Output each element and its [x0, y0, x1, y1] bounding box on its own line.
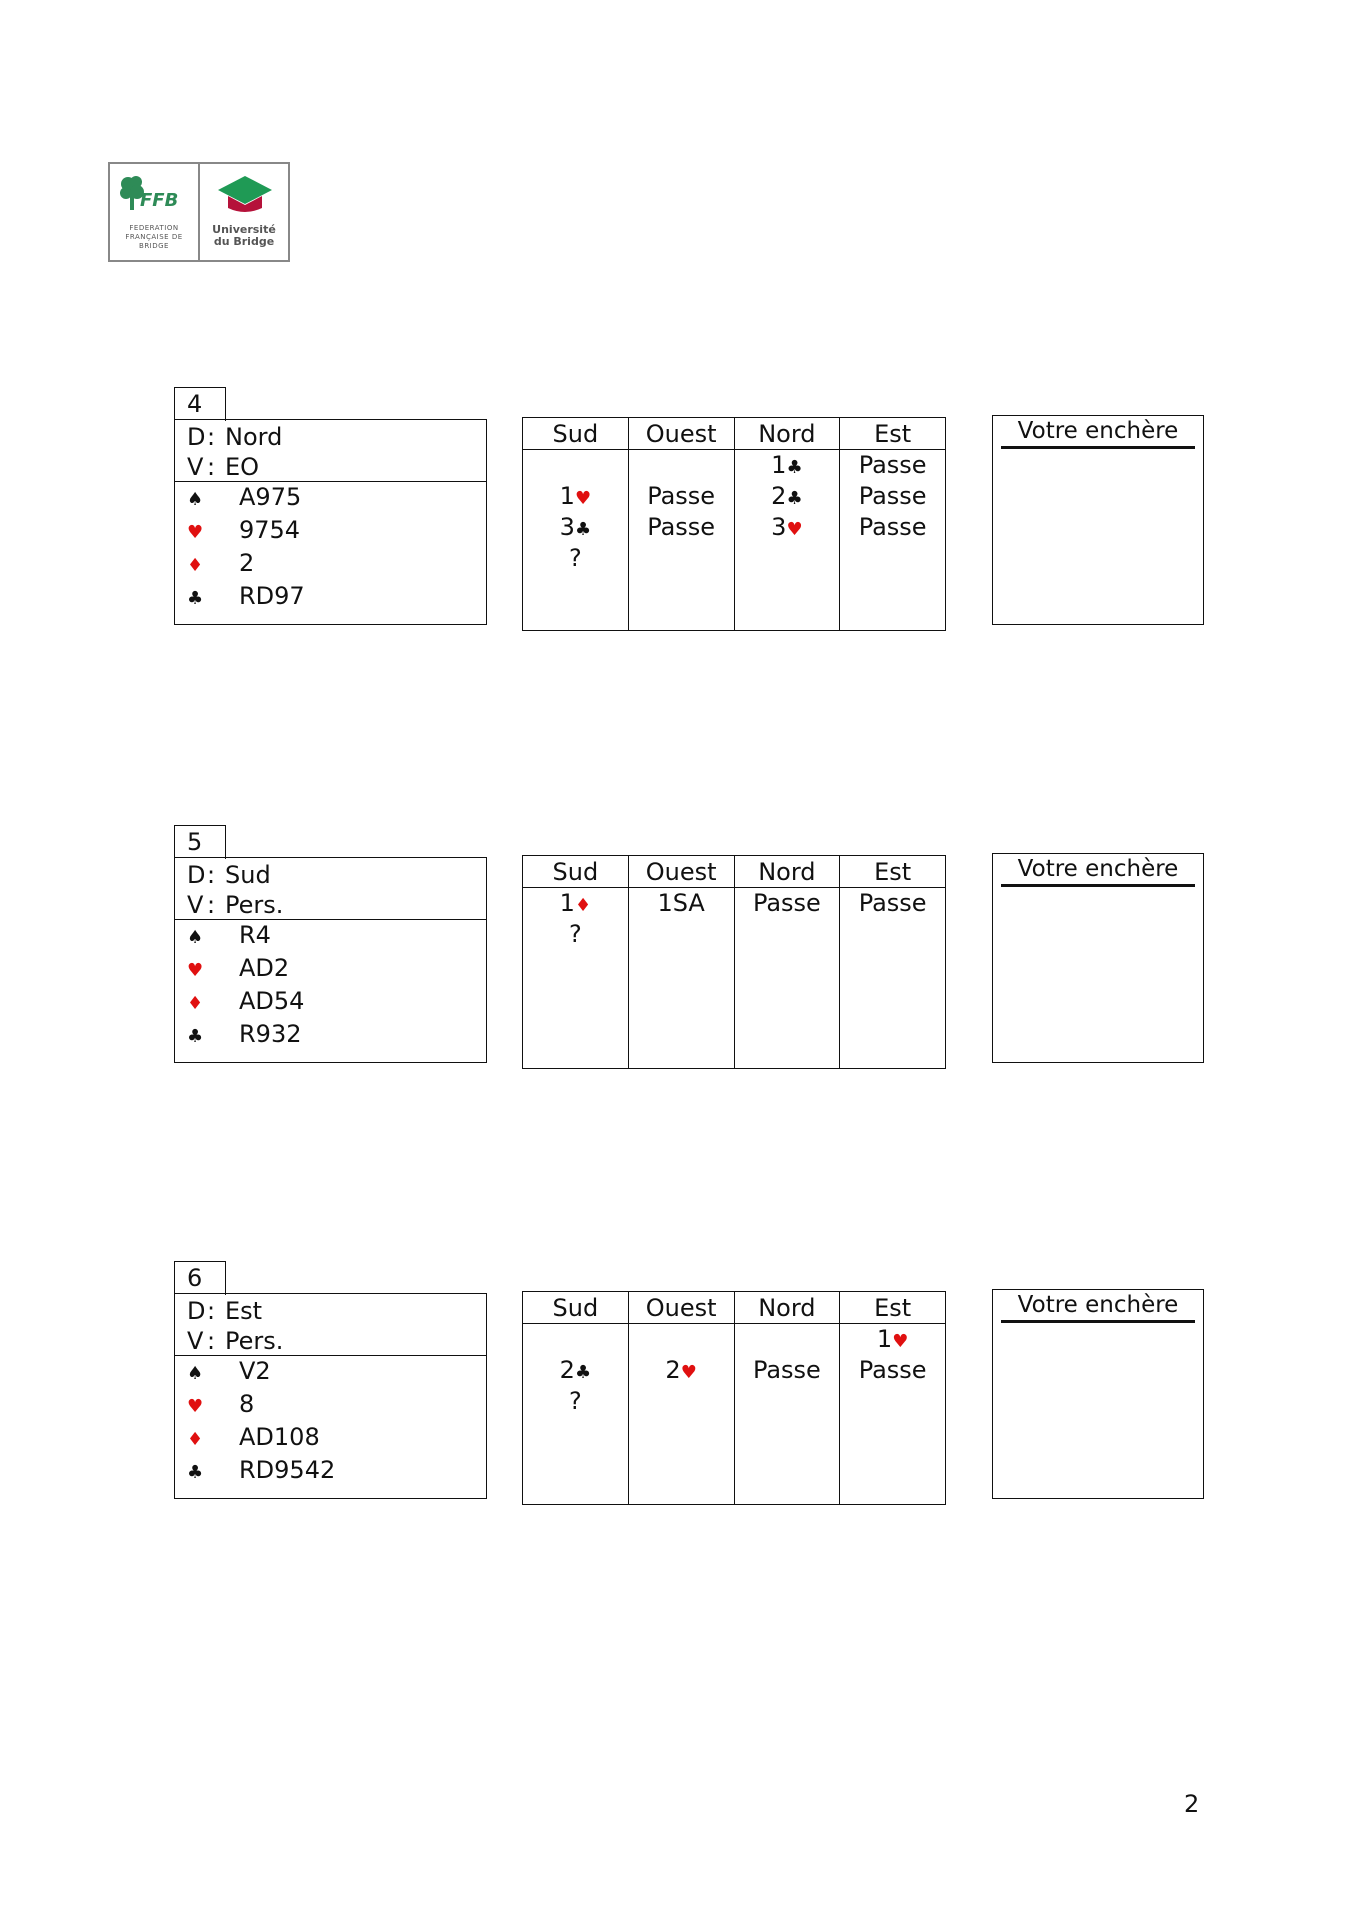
page-number: 2 [1184, 1790, 1200, 1818]
spades-row: ♠ A975 [175, 482, 486, 515]
bid-cell: 2♣ [771, 482, 803, 510]
bid-cell: 1SA [657, 889, 705, 917]
bid-header-sud: Sud [523, 1292, 628, 1324]
hearts-row: ♥ AD2 [175, 953, 486, 986]
bid-column-est [840, 418, 945, 630]
hearts-row: ♥ 9754 [175, 515, 486, 548]
bid-cell: ? [569, 1387, 582, 1415]
bidding-table [522, 1291, 946, 1505]
spade-icon: ♠ [187, 489, 204, 510]
vulnerability-line: V : Pers. [187, 891, 284, 919]
bid-header-est: Est [840, 418, 945, 450]
club-icon: ♣ [574, 1362, 592, 1383]
board-number: 5 [174, 825, 226, 859]
bid-cell [523, 450, 628, 481]
bid-header-ouest: Ouest [629, 1292, 734, 1324]
bid-cell [735, 1324, 840, 1355]
diamonds-row: ♦ 2 [175, 548, 486, 581]
dealer-line: D: Sud [187, 861, 271, 889]
vulnerability-line: V : Pers. [187, 1327, 284, 1355]
bidding-table [522, 855, 946, 1069]
dealer-line: D: Est [187, 1297, 263, 1325]
answer-box-title: Votre enchère [1001, 416, 1195, 449]
spades-row: ♠ R4 [175, 920, 486, 953]
spade-icon: ♠ [187, 927, 204, 948]
bid-cell: Passe [858, 889, 927, 917]
hearts-row: ♥ 8 [175, 1389, 486, 1422]
answer-box [992, 415, 1204, 625]
answer-box-title: Votre enchère [1001, 1290, 1195, 1323]
bid-cell: Passe [858, 513, 927, 541]
bid-cell: 1♥ [876, 1325, 909, 1353]
dealer-line: D: Nord [187, 423, 283, 451]
diamond-icon: ♦ [187, 1429, 204, 1450]
answer-box [992, 1289, 1204, 1499]
heart-icon: ♥ [574, 488, 592, 509]
heart-icon: ♥ [187, 1396, 204, 1417]
club-icon: ♣ [187, 1462, 204, 1483]
bid-column-ouest [629, 418, 735, 630]
bid-header-nord: Nord [735, 418, 840, 450]
diamonds-row: ♦ AD108 [175, 1422, 486, 1455]
club-icon: ♣ [574, 519, 592, 540]
bidding-table [522, 417, 946, 631]
heart-icon: ♥ [187, 522, 204, 543]
bid-column-ouest [629, 856, 735, 1068]
bid-column-nord [735, 1292, 841, 1504]
spades-row: ♠ V2 [175, 1356, 486, 1389]
diamonds-row: ♦ AD54 [175, 986, 486, 1019]
bid-cell: 1♦ [559, 889, 592, 917]
heart-icon: ♥ [892, 1331, 909, 1352]
board-5 [174, 825, 1204, 1085]
bid-cell: Passe [647, 513, 716, 541]
bid-cell [523, 1324, 628, 1355]
bid-cell: 3♣ [559, 513, 592, 541]
hand-box [174, 419, 487, 625]
bid-cell: Passe [858, 1356, 927, 1384]
clubs-row: ♣ RD97 [175, 581, 486, 614]
diamond-icon: ♦ [574, 895, 592, 916]
bid-header-ouest: Ouest [629, 856, 734, 888]
club-icon: ♣ [187, 588, 204, 609]
heart-icon: ♥ [187, 960, 204, 981]
ffb-logo [110, 164, 200, 260]
universite-logo [200, 164, 288, 260]
bid-cell: ? [569, 544, 582, 572]
bid-cell: 2♥ [665, 1356, 697, 1384]
bid-column-est [840, 1292, 945, 1504]
diamond-icon: ♦ [187, 555, 204, 576]
bid-header-est: Est [840, 1292, 945, 1324]
heart-icon: ♥ [786, 519, 803, 540]
bid-cell: Passe [858, 451, 927, 479]
bid-header-nord: Nord [735, 856, 840, 888]
bid-cell: Passe [752, 889, 821, 917]
club-icon: ♣ [786, 457, 803, 478]
club-icon: ♣ [786, 488, 803, 509]
clubs-row: ♣ RD9542 [175, 1455, 486, 1488]
graduation-cap-icon [214, 172, 276, 216]
universite-text: Université du Bridge [212, 223, 276, 248]
bid-cell [629, 1324, 734, 1355]
federation-text: FEDERATION FRANÇAISE DE BRIDGE [125, 224, 183, 250]
bid-header-ouest: Ouest [629, 418, 734, 450]
board-number: 4 [174, 387, 226, 421]
bid-cell: Passe [858, 482, 927, 510]
answer-box-title: Votre enchère [1001, 854, 1195, 887]
bid-header-sud: Sud [523, 856, 628, 888]
ffb-logo-text: FFB [140, 190, 179, 211]
bid-cell: Passe [647, 482, 716, 510]
ffb-universite-logo [108, 162, 290, 262]
bid-column-est [840, 856, 945, 1068]
spade-icon: ♠ [187, 1363, 204, 1384]
bid-column-nord [735, 418, 841, 630]
diamond-icon: ♦ [187, 993, 204, 1014]
vulnerability-line: V : EO [187, 453, 260, 481]
board-number: 6 [174, 1261, 226, 1295]
bid-header-est: Est [840, 856, 945, 888]
bid-header-nord: Nord [735, 1292, 840, 1324]
hand-box [174, 1293, 487, 1499]
bid-cell: 3♥ [771, 513, 803, 541]
heart-icon: ♥ [680, 1362, 697, 1383]
bid-column-ouest [629, 1292, 735, 1504]
bid-cell: 1♣ [771, 451, 803, 479]
clubs-row: ♣ R932 [175, 1019, 486, 1052]
board-6 [174, 1261, 1204, 1521]
club-icon: ♣ [187, 1026, 204, 1047]
board-4 [174, 387, 1204, 647]
bid-column-sud [523, 1292, 629, 1504]
bid-cell: Passe [752, 1356, 821, 1384]
bid-header-sud: Sud [523, 418, 628, 450]
hand-box [174, 857, 487, 1063]
bid-cell [629, 450, 734, 481]
bid-column-sud [523, 856, 629, 1068]
bid-column-sud [523, 418, 629, 630]
bid-cell: ? [569, 920, 582, 948]
bid-column-nord [735, 856, 841, 1068]
bid-cell: 2♣ [559, 1356, 592, 1384]
bid-cell: 1♥ [559, 482, 592, 510]
answer-box [992, 853, 1204, 1063]
